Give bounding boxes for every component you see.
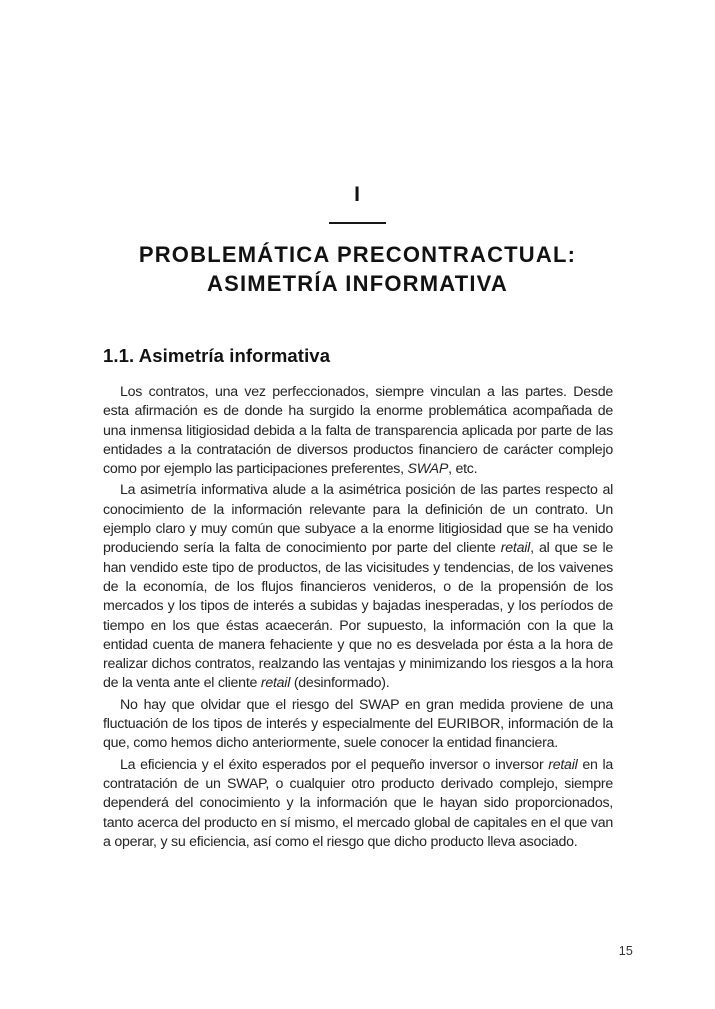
chapter-title-line-1: PROBLEMÁTICA PRECONTRACTUAL: xyxy=(138,242,577,267)
section-heading: 1.1. Asimetría informativa xyxy=(103,345,331,366)
chapter-header xyxy=(0,185,715,298)
paragraph-2: La asimetría informativa alude a la asimétrica posición de las partes respecto al conocimiento de la información relevante para la definición de un contrato. Un ejemplo claro y muy común que subyace a la enorme litigiosidad que se ha venido produciendo sería la falta de conocimiento por parte del cliente retail, al que se le han vendido este tipo de productos, de las vicisitudes y tendencias, de los vaivenes de la economía, de los flujos financieros venideros, o de la propensión de los mercados y los tipos de interés a subidas y bajadas inesperadas, y los períodos de tiempo en los que éstas acaecerán. Por supuesto, la información con la que la entidad cuenta de manera fehaciente y que no es desvelada por ésta a la hora de realizar dichos contratos, realzando las ventajas y minimizando los riesgos a la hora de la venta ante el cliente retail (desinformado). xyxy=(103,482,613,692)
chapter-divider-rule xyxy=(329,222,386,224)
body-text xyxy=(103,383,613,852)
paragraph-1: Los contratos, una vez perfeccionados, siempre vinculan a las partes. Desde esta afirmación es de donde ha surgido la enorme problemática acompañada de una inmensa litigiosidad debida a la falta de transparencia aplicada por parte de las entidades a la contratación de diversos productos financiero de carácter complejo como por ejemplo las participaciones preferentes, SWAP, etc. xyxy=(103,384,613,478)
page-number: 15 xyxy=(618,944,633,958)
chapter-numeral: I xyxy=(354,183,361,206)
chapter-title-line-2: ASIMETRÍA INFORMATIVA xyxy=(207,271,508,296)
paragraph-4: La eficiencia y el éxito esperados por el pequeño inversor o inversor retail en la contratación de un SWAP, o cualquier otro producto derivado complejo, siempre dependerá del conocimiento y la información que le hayan sido proporcionados, tanto acerca del producto en sí mismo, el mercado global de capitales en el que van a operar, y su eficiencia, así como el riesgo que dicho producto lleva asociado. xyxy=(103,756,613,850)
section-content xyxy=(103,345,613,852)
chapter-title xyxy=(0,240,715,298)
paragraph-3: No hay que olvidar que el riesgo del SWAP en gran medida proviene de una fluctuación de los tipos de interés y especialmente del EURIBOR, información de la que, como hemos dicho anteriormente, suele conocer la entidad financiera. xyxy=(103,696,613,752)
